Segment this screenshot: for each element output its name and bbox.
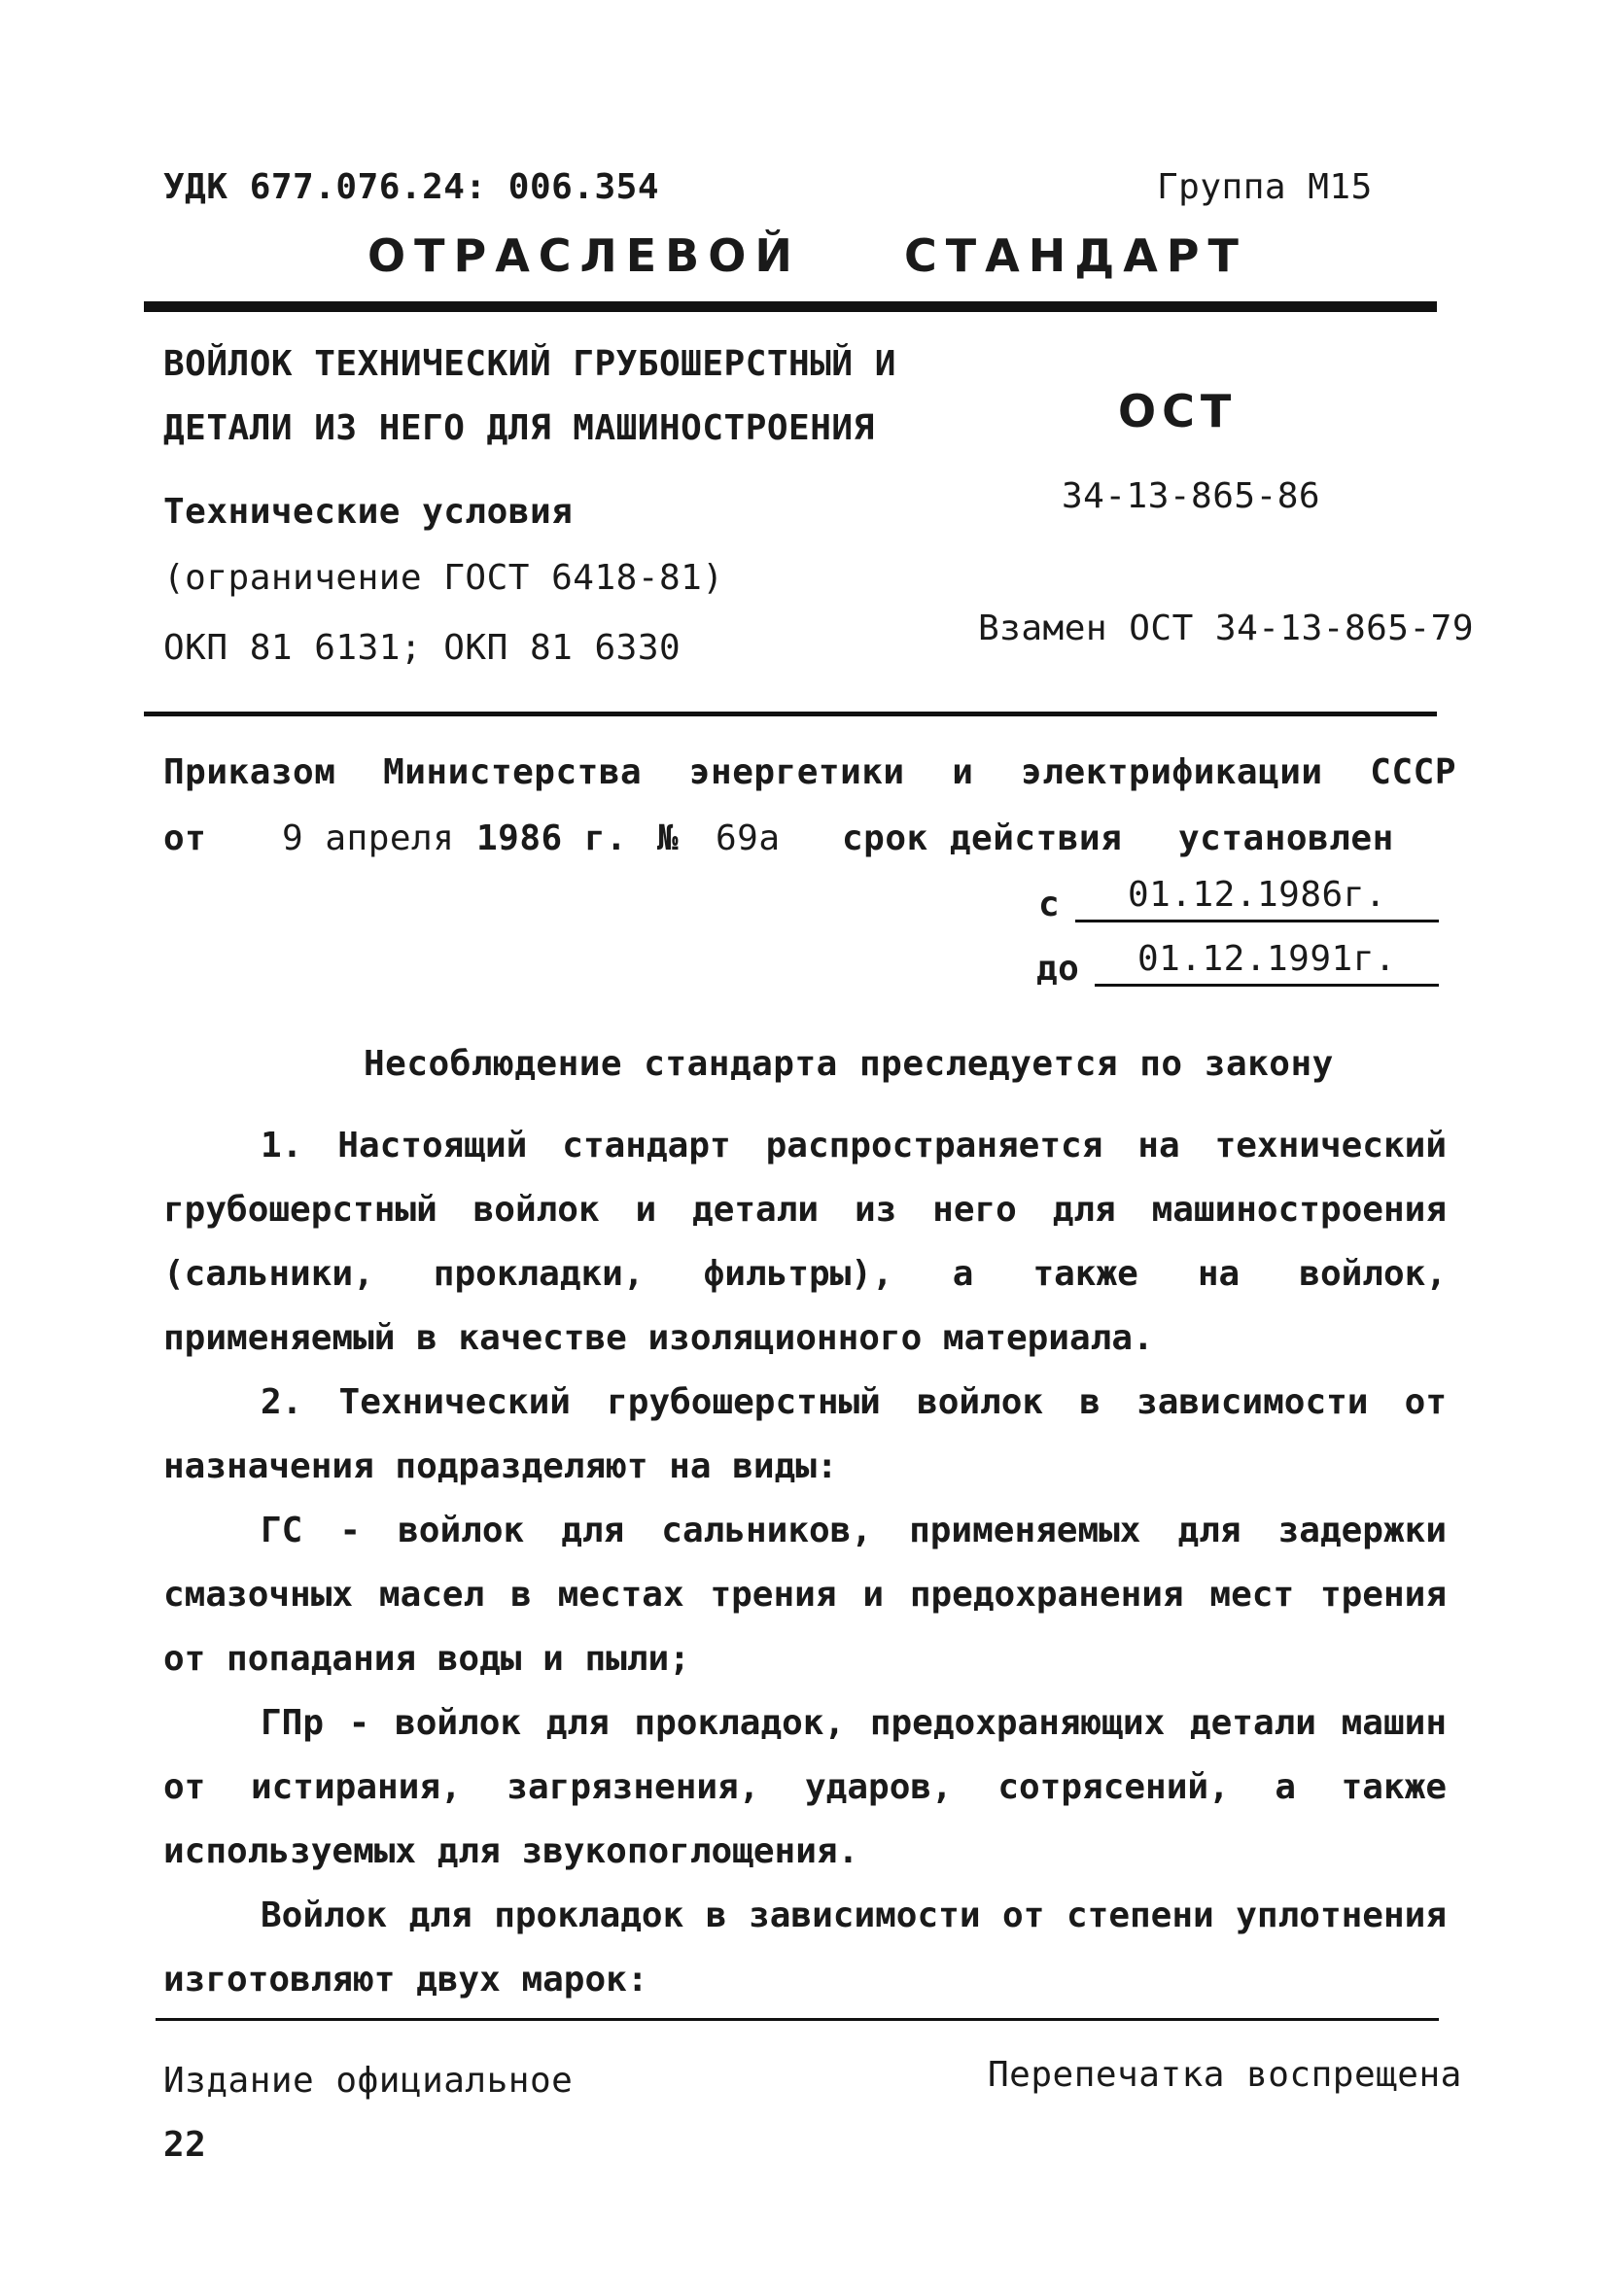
order-established: установлен [1178, 818, 1394, 858]
order-year: 1986 г. [476, 818, 628, 858]
doc-name-line1: ВОЙЛОК ТЕХНИЧЕСКИЙ ГРУБОШЕРСТНЫЙ И [163, 344, 896, 384]
doc-subtitle: Технические условия [163, 492, 574, 532]
order-word: Приказом [163, 752, 336, 792]
order-word: Министерства [383, 752, 643, 792]
reprint-note: Перепечатка воспрещена [988, 2055, 1462, 2095]
udk-code: УДК 677.076.24: 006.354 [163, 167, 659, 207]
paragraph-1: 1. Настоящий стандарт распространяется на технический грубошерстный войлок и детали из него для машиностроения (сальники, прокладки, фильтры), а также на войлок, применяемый в качестве изоляционного материала. [163, 1126, 1447, 1358]
paragraph-2: 2. Технический грубошерстный войлок в зависимости от назначения подразделяют на виды: [163, 1382, 1447, 1486]
ost-label: ОСТ [1118, 385, 1238, 437]
doc-name-line2: ДЕТАЛИ ИЗ НЕГО ДЛЯ МАШИНОСТРОЕНИЯ [163, 408, 875, 448]
paragraph-gpr: ГПр - войлок для прокладок, предохраняющих детали машин от истирания, загрязнения, ударов, сотрясений, а также используемых для звукопоглощения. [163, 1703, 1447, 1871]
since-label: с [1038, 885, 1061, 924]
doc-restriction: (ограничение ГОСТ 6418-81) [163, 558, 724, 598]
until-label: до [1036, 949, 1080, 989]
legal-notice: Несоблюдение стандарта преследуется по закону [364, 1044, 1334, 1084]
footer-rule [156, 2018, 1439, 2021]
since-value: 01.12.1986г. [1127, 875, 1387, 915]
order-word: энергетики [688, 752, 905, 792]
until-underline [1095, 984, 1439, 987]
paragraph-grades: Войлок для прокладок в зависимости от степени уплотнения изготовляют двух марок: [163, 1896, 1447, 2000]
order-number: 69а [716, 818, 781, 858]
order-line [163, 752, 1456, 792]
ost-number: 34-13-865-86 [1062, 476, 1321, 516]
title-industry: ОТРАСЛЕВОЙ [367, 229, 801, 282]
order-date: 9 апреля [282, 818, 455, 858]
title-standard: СТАНДАРТ [904, 229, 1247, 282]
until-value: 01.12.1991г. [1136, 939, 1397, 979]
paragraph-gs: ГС - войлок для сальников, применяемых для задержки смазочных масел в местах трения и предохранения мест трения от попадания воды и пыли; [163, 1511, 1447, 1679]
order-number-sign: № [657, 818, 680, 858]
doc-okp: ОКП 81 6131; ОКП 81 6330 [163, 628, 682, 668]
page-number: 22 [163, 2125, 207, 2165]
edition-note: Издание официальное [163, 2061, 574, 2101]
replaces-note: Взамен ОСТ 34-13-865-79 [978, 609, 1474, 648]
order-word: и [952, 752, 974, 792]
order-term-text: срок действия [842, 818, 1123, 858]
order-from-label: от [163, 818, 207, 858]
order-word: электрификации [1021, 752, 1323, 792]
since-underline [1075, 920, 1439, 922]
order-word: СССР [1370, 752, 1456, 792]
title-block-rule [144, 712, 1437, 716]
group-code: Группа М15 [1157, 167, 1373, 207]
header-rule [144, 301, 1437, 312]
